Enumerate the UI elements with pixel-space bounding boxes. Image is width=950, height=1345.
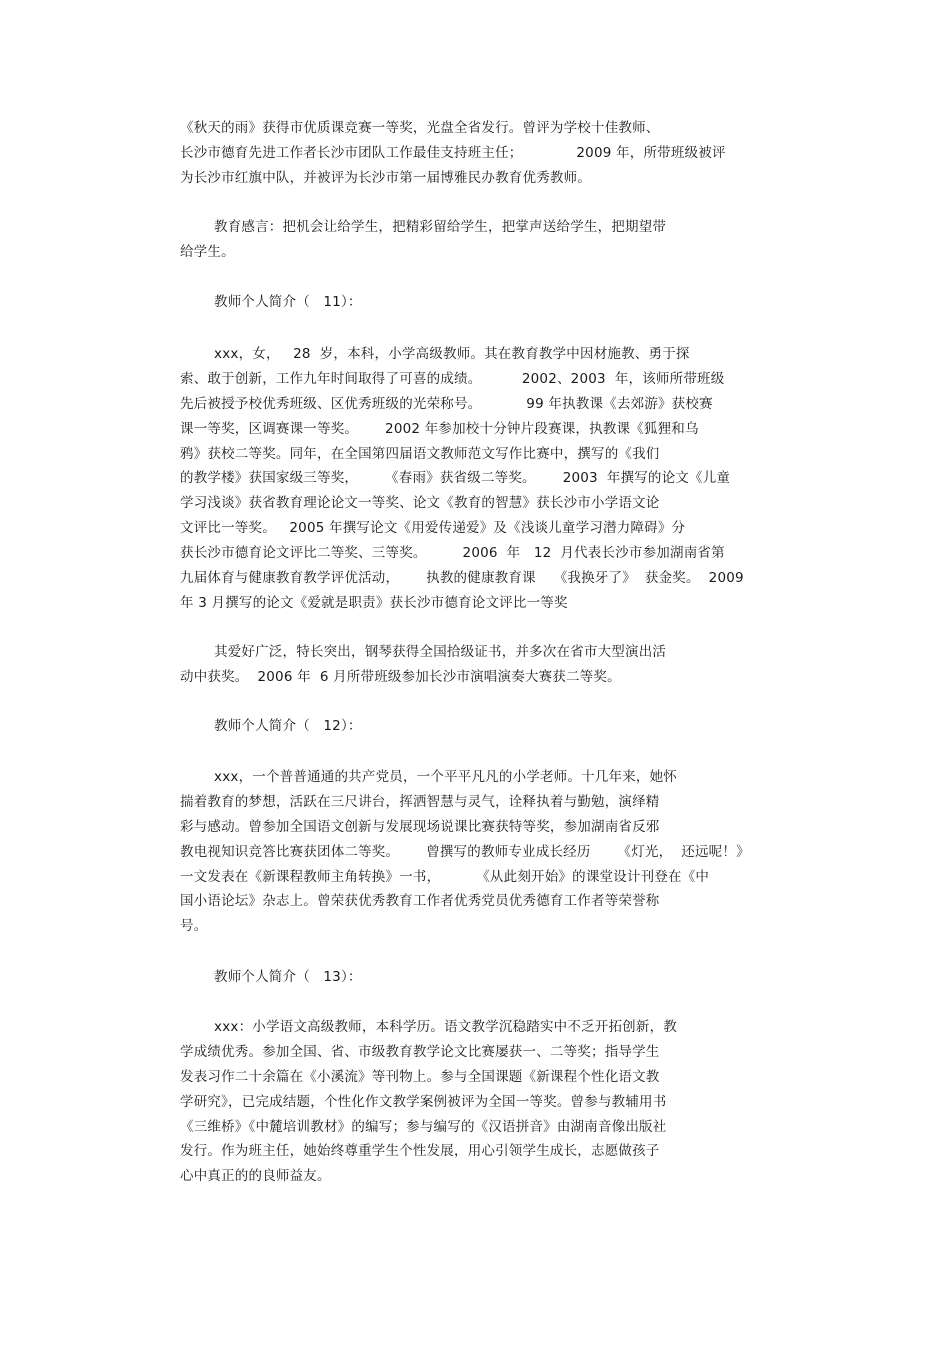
paragraph-intro-continued (180, 116, 780, 191)
text-line: xxx，一个普普通通的共产党员，一个平平凡凡的小学老师。十几年来，她怀 (214, 769, 677, 785)
text-line: 《三维桥》《中麓培训教材》的编写；参与编写的《汉语拼音》由湖南音像出版社 (180, 1118, 667, 1135)
paragraph-education-motto (180, 215, 780, 265)
text-line: 文评比一等奖。 2005 年撰写论文《用爱传递爱》及《浅谈儿童学习潜力障碍》分 (180, 520, 686, 537)
text-line: 《秋天的雨》获得市优质课竞赛一等奖，光盘全省发行。曾评为学校十佳教师、 (180, 120, 660, 136)
paragraph-profile-12 (180, 765, 780, 939)
text-line: 学习浅谈》获省教育理论论文一等奖、论文《教育的智慧》获长沙市小学语文论 (180, 495, 660, 512)
text-line: 鸦》获校二等奖。同年，在全国第四届语文教师范文写作比赛中，撰写的《我们 (180, 445, 660, 462)
text-line: xxx，女， 28 岁，本科，小学高级教师。其在教育教学中因材施教、勇于探 (214, 346, 690, 362)
text-line: 课一等奖，区调赛课一等奖。 2002 年参加校十分钟片段赛课，执教课《狐狸和乌 (180, 420, 699, 437)
text-line: xxx：小学语文高级教师，本科学历。语文教学沉稳踏实中不乏开拓创新，教 (214, 1019, 677, 1035)
section-heading-11 (180, 290, 780, 315)
text-line: 的教学楼》获国家级三等奖， 《春雨》获省级二等奖。 2003 年撰写的论文《儿童 (180, 470, 731, 487)
section-heading-13 (180, 965, 780, 990)
text-line: 发表习作二十余篇在《小溪流》等刊物上。参与全国课题《新课程个性化语文教 (180, 1068, 660, 1085)
text-line: 彩与感动。曾参加全国语文创新与发展现场说课比赛获特等奖，参加湖南省反邪 (180, 818, 660, 835)
text-line: 给学生。 (180, 243, 235, 260)
text-line: 先后被授予校优秀班级、区优秀班级的光荣称号。 99 年执教课《去郊游》获校赛 (180, 395, 713, 412)
text-line: 获长沙市德育论文评比二等奖、三等奖。 2006 年 12 月代表长沙市参加湖南省第 (180, 545, 725, 562)
text-line: 教电视知识竞答比赛获团体二等奖。 曾撰写的教师专业成长经历 《灯光， 还远呢！》 (180, 843, 750, 860)
text-line: 动中获奖。 2006 年 6 月所带班级参加长沙市演唱演奏大赛获二等奖。 (180, 668, 621, 685)
paragraph-profile-11 (180, 342, 780, 616)
text-line: 教育感言：把机会让给学生，把精彩留给学生，把掌声送给学生，把期望带 (214, 219, 667, 235)
text-line: 揣着教育的梦想，活跃在三尺讲台，挥洒智慧与灵气，诠释执着与勤勉，演绎精 (180, 793, 660, 810)
heading-text: 教师个人简介（ 11）： (214, 294, 362, 310)
text-line: 长沙市德育先进工作者长沙市团队工作最佳支持班主任； 2009 年，所带班级被评 (180, 144, 726, 161)
heading-text: 教师个人简介（ 12）： (214, 718, 362, 734)
heading-text: 教师个人简介（ 13）： (214, 969, 362, 985)
section-heading-12 (180, 714, 780, 739)
text-line: 为长沙市红旗中队，并被评为长沙市第一届博雅民办教育优秀教师。 (180, 169, 591, 186)
text-line: 年 3 月撰写的论文《爱就是职责》获长沙市德育论文评比一等奖 (180, 594, 568, 611)
text-line: 其爱好广泛，特长突出，钢琴获得全国拾级证书，并多次在省市大型演出活 (214, 644, 667, 660)
paragraph-profile-13 (180, 1015, 780, 1189)
text-line: 心中真正的的良师益友。 (180, 1168, 331, 1185)
text-line: 九届体育与健康教育教学评优活动， 执教的健康教育课 《我换牙了》 获金奖。 2009 (180, 570, 744, 587)
text-line: 一文发表在《新课程教师主角转换》一书， 《从此刻开始》的课堂设计刊登在《中 (180, 868, 710, 885)
text-line: 发行。作为班主任，她始终尊重学生个性发展，用心引领学生成长，志愿做孩子 (180, 1143, 660, 1160)
paragraph-hobby-11 (180, 640, 780, 690)
text-line: 国小语论坛》杂志上。曾荣获优秀教育工作者优秀党员优秀德育工作者等荣誉称 (180, 893, 660, 910)
text-line: 学成绩优秀。参加全国、省、市级教育教学论文比赛屡获一、二等奖；指导学生 (180, 1043, 660, 1060)
text-line: 索、敢于创新，工作九年时间取得了可喜的成绩。 2002、2003 年，该师所带班级 (180, 370, 725, 387)
text-line: 号。 (180, 918, 208, 935)
text-line: 学研究》，已完成结题，个性化作文教学案例被评为全国一等奖。曾参与教辅用书 (180, 1093, 667, 1110)
